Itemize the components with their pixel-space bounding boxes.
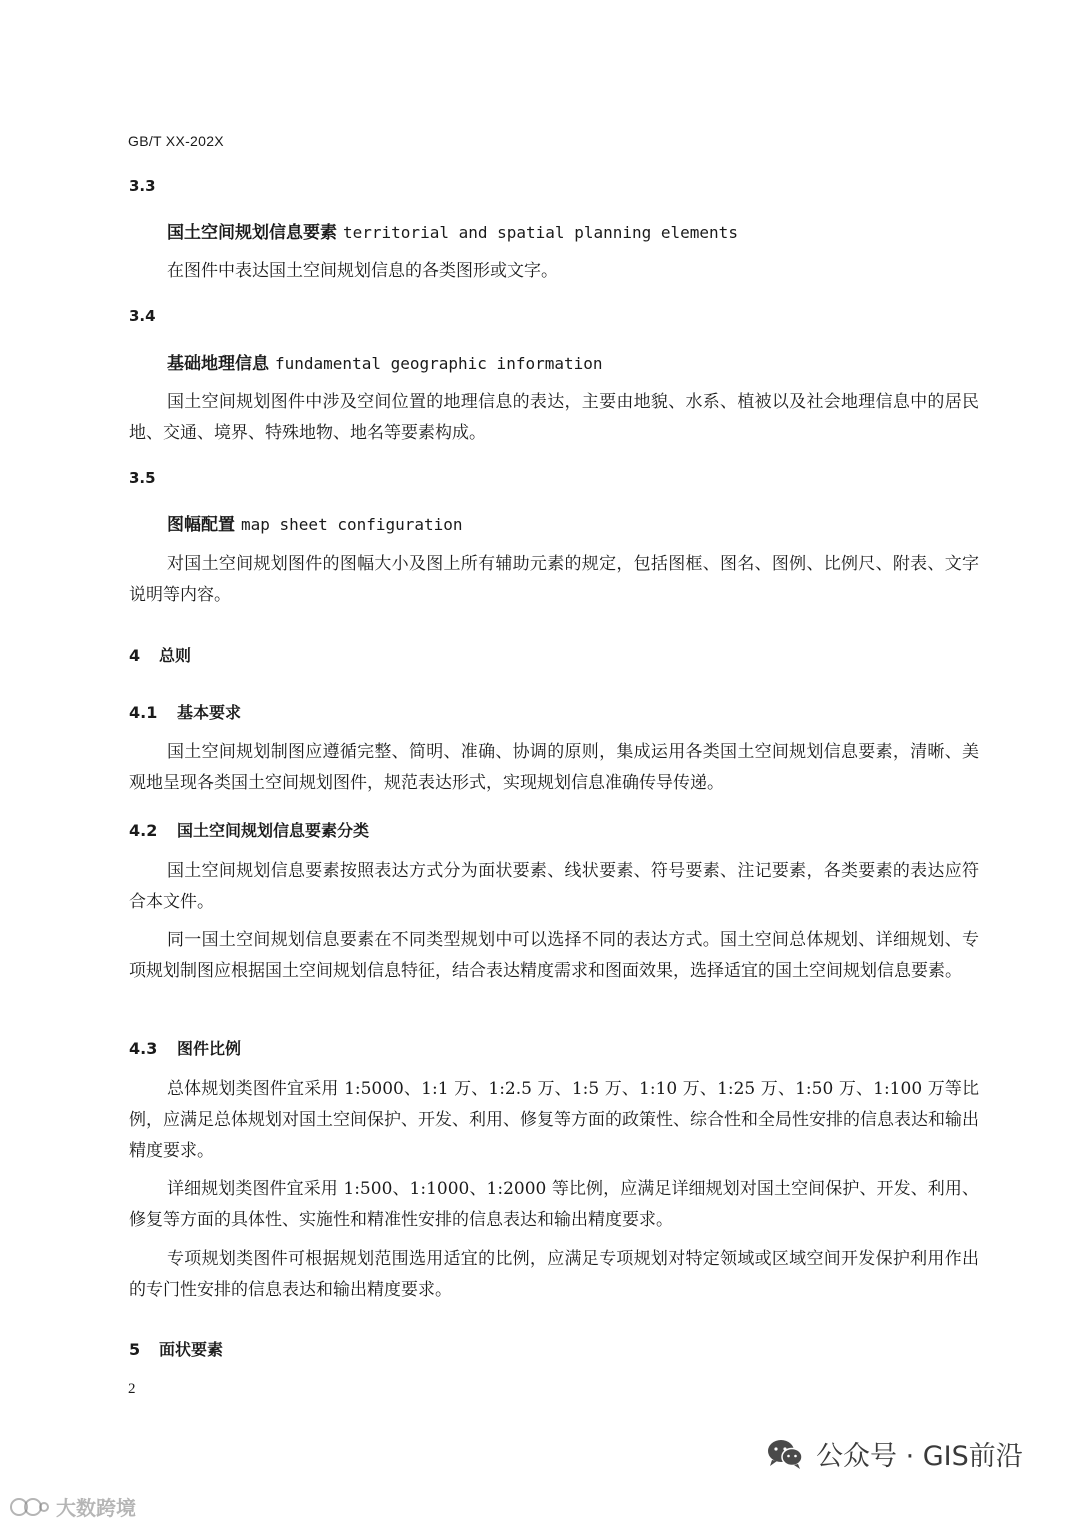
paragraph: 详细规划类图件宜采用 1:500、1:1000、1:2000 等比例，应满足详细规划对国土空间保护、开发、利用、修复等方面的具体性、实施性和精准性安排的信息表达和输出精度要求。 [129,1179,979,1230]
watermark-right-text: 公众号 · GIS前沿 [816,1441,1023,1472]
subsection-title: 国土空间规划信息要素分类 [177,821,370,840]
wechat-icon [766,1438,804,1470]
term-title-en: fundamental geographic information [275,354,603,373]
term-definition: 在图件中表达国土空间规划信息的各类图形或文字。 [167,261,558,281]
paragraph: 总体规划类图件宜采用 1:5000、1:1 万、1:2.5 万、1:5 万、1:10 万、1:25 万、1:50 万、1:100 万等比例，应满足总体规划对国土空间保护、开发、利用、修复等方面的政策性、综合性和全局性安排的信息表达和输出精度要求。 [129,1079,979,1161]
term-title-zh: 图幅配置 [167,515,235,535]
term-title-en: map sheet configuration [241,515,463,534]
paragraph: 专项规划类图件可根据规划范围选用适宜的比例，应满足专项规划对特定领域或区域空间开发保护利用作出的专门性安排的信息表达和输出精度要求。 [129,1249,979,1300]
watermark-left [8,1492,136,1521]
term-title-zh: 国土空间规划信息要素 [167,223,337,243]
document-code: GB/T XX-202X [128,133,224,149]
subsection-number: 4.1 [129,703,158,722]
subsection-number: 4.3 [129,1039,158,1058]
subsection-title: 图件比例 [177,1039,242,1058]
term-title-zh: 基础地理信息 [167,354,269,374]
term-title [167,218,738,243]
section-heading [129,643,191,666]
page-number: 2 [128,1381,136,1397]
section-heading [129,1337,223,1360]
watermark-logo-icon [8,1496,50,1518]
section-number: 5 [129,1340,141,1359]
term-title [167,349,603,374]
term-definition: 国土空间规划图件中涉及空间位置的地理信息的表达，主要由地貌、水系、植被以及社会地理信息中的居民地、交通、境界、特殊地物、地名等要素构成。 [129,392,979,443]
subsection-number: 4.2 [129,821,158,840]
subsection-heading [129,700,241,723]
term-title-en: territorial and spatial planning elements [343,223,738,242]
paragraph: 国土空间规划制图应遵循完整、简明、准确、协调的原则，集成运用各类国土空间规划信息要素，清晰、美观地呈现各类国土空间规划图件，规范表达形式，实现规划信息准确传导传递。 [129,742,979,793]
term-number: 3.4 [129,307,156,325]
subsection-heading [129,1036,241,1059]
term-number: 3.5 [129,469,156,487]
term-title [167,510,463,535]
watermark-right [766,1434,1023,1473]
paragraph: 国土空间规划信息要素按照表达方式分为面状要素、线状要素、符号要素、注记要素，各类要素的表达应符合本文件。 [129,861,979,912]
paragraph: 同一国土空间规划信息要素在不同类型规划中可以选择不同的表达方式。国土空间总体规划、详细规划、专项规划制图应根据国土空间规划信息特征，结合表达精度需求和图面效果，选择适宜的国土空间规划信息要素。 [129,930,979,981]
subsection-heading [129,818,369,841]
term-number: 3.3 [129,177,156,195]
section-title: 总则 [159,646,192,665]
subsection-title: 基本要求 [177,703,242,722]
section-title: 面状要素 [159,1340,224,1359]
section-number: 4 [129,646,141,665]
term-definition: 对国土空间规划图件的图幅大小及图上所有辅助元素的规定，包括图框、图名、图例、比例尺、附表、文字说明等内容。 [129,554,979,605]
watermark-left-text: 大数跨境 [56,1496,136,1520]
